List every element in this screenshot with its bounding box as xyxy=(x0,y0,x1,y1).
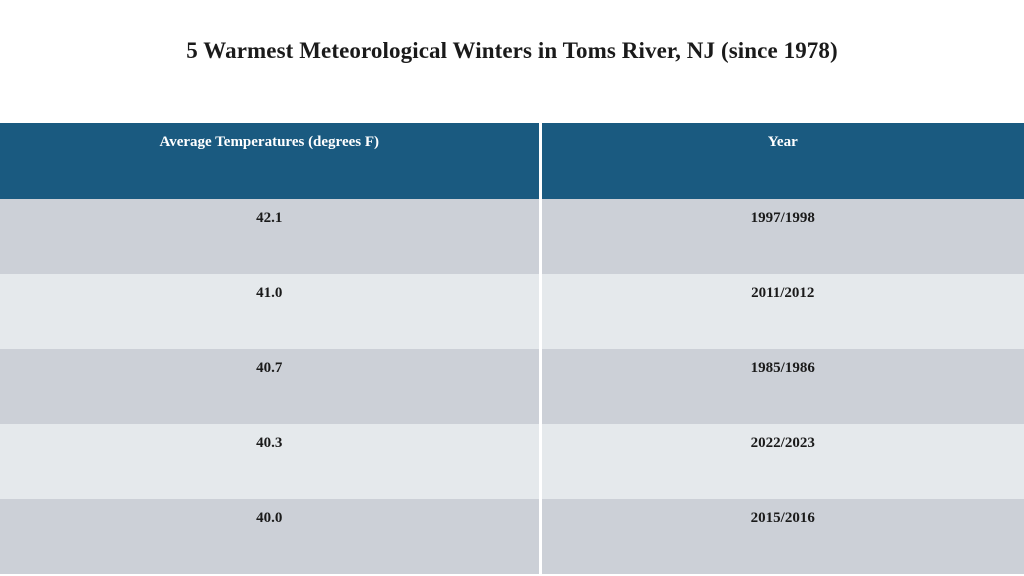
cell-temperature-value: 41.0 xyxy=(256,285,283,301)
column-header-year-label: Year xyxy=(767,134,798,150)
table-container xyxy=(0,123,1024,574)
cell-year-value: 1997/1998 xyxy=(750,210,815,226)
cell-temperature xyxy=(0,424,540,499)
table-header-row xyxy=(0,123,1024,199)
table-header xyxy=(0,123,1024,199)
table-row xyxy=(0,274,1024,349)
cell-year-value: 2022/2023 xyxy=(750,435,815,451)
column-header-year xyxy=(540,123,1024,199)
cell-temperature-value: 40.7 xyxy=(256,360,283,376)
cell-year-value: 1985/1986 xyxy=(750,360,815,376)
winters-table xyxy=(0,123,1024,574)
cell-year xyxy=(540,274,1024,349)
table-row xyxy=(0,349,1024,424)
cell-year xyxy=(540,499,1024,574)
cell-temperature-value: 40.3 xyxy=(256,435,283,451)
cell-temperature-value: 42.1 xyxy=(256,210,283,226)
cell-year xyxy=(540,349,1024,424)
page-title: 5 Warmest Meteorological Winters in Toms River, NJ (since 1978) xyxy=(186,38,838,63)
cell-year xyxy=(540,199,1024,274)
cell-temperature-value: 40.0 xyxy=(256,510,283,526)
table-row xyxy=(0,499,1024,574)
cell-temperature xyxy=(0,499,540,574)
cell-temperature xyxy=(0,349,540,424)
column-header-temperature xyxy=(0,123,540,199)
cell-year-value: 2015/2016 xyxy=(750,510,815,526)
table-body xyxy=(0,199,1024,574)
cell-temperature xyxy=(0,199,540,274)
table-row xyxy=(0,424,1024,499)
cell-year-value: 2011/2012 xyxy=(751,285,815,301)
cell-year xyxy=(540,424,1024,499)
cell-temperature xyxy=(0,274,540,349)
column-header-temperature-label: Average Temperatures (degrees F) xyxy=(159,134,380,150)
table-row xyxy=(0,199,1024,274)
